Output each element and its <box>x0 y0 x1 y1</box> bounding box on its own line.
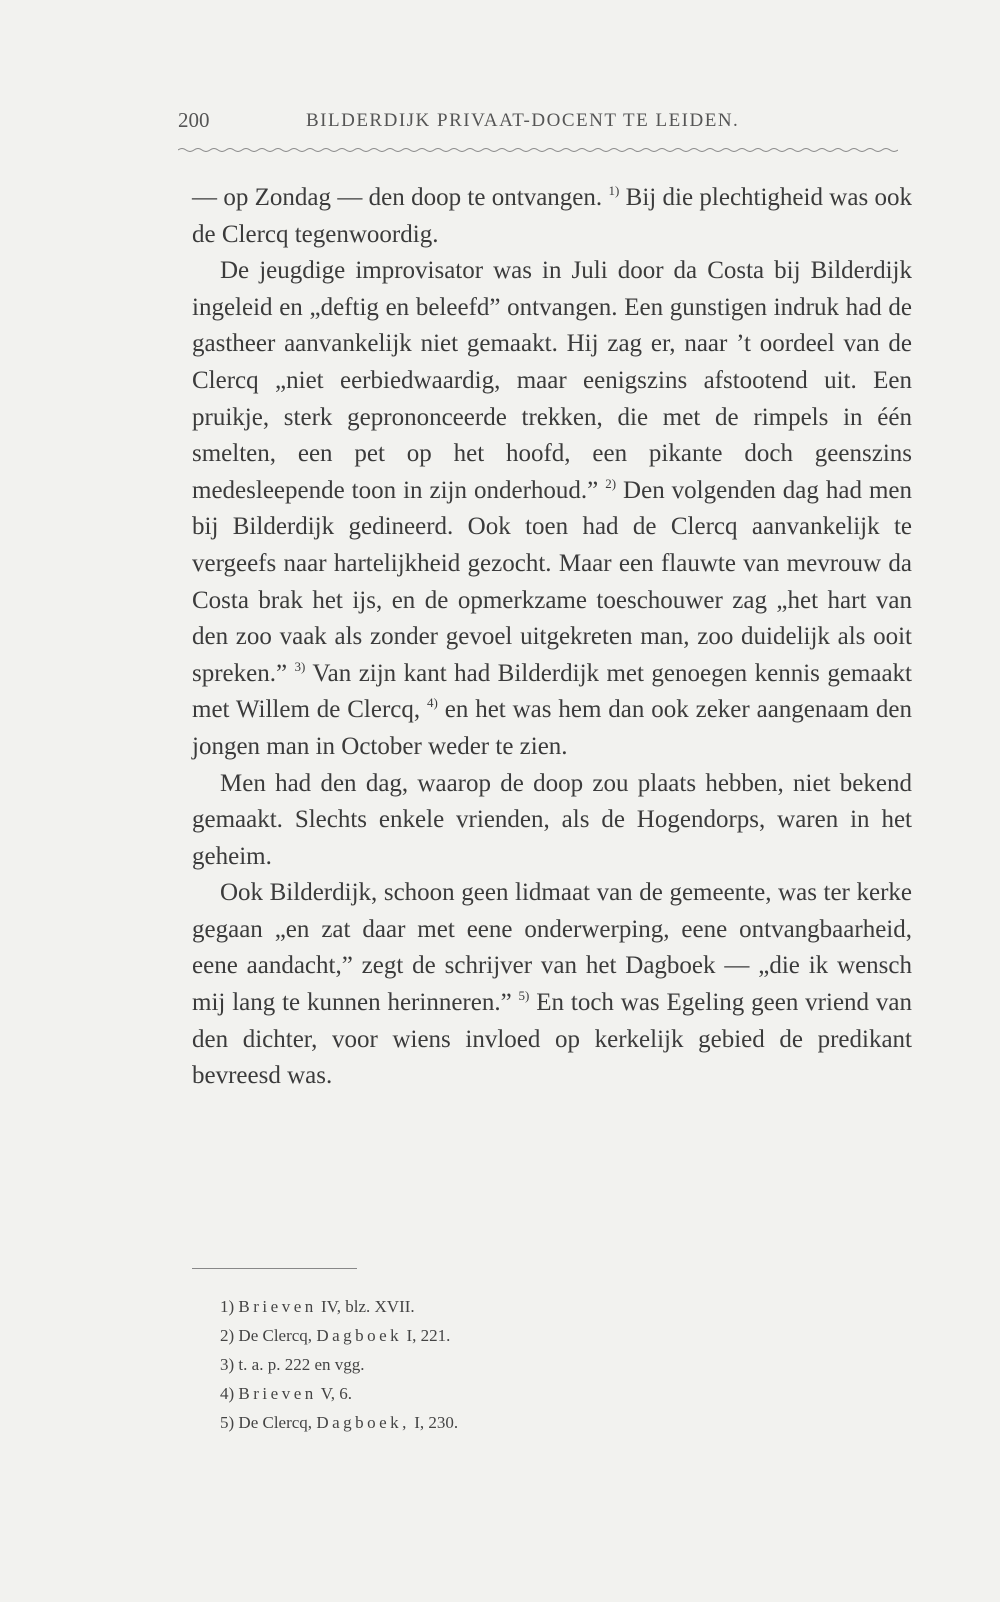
paragraph-2: De jeugdige improvisator was in Juli door da Costa bij Bilderdijk ingeleid en „deftig en beleefd” ontvangen. Een gunstigen indruk had de gastheer aanvankelijk niet gemaakt. Hij zag er, naar ’t oordeel van de Clercq „niet eerbiedwaardig, maar eenigszins afstootend uit. Een pruikje, sterk geprononceerde trekken, die met de rimpels in één smelten, een pet op het hoofd, een pikante doch geenszins medesleepende toon in zijn onderhoud.” $^{2)}$ Den volgenden dag had men bij Bilderdijk gedineerd. Ook toen had de Clercq aanvankelijk te vergeefs naar hartelijkheid gezocht. Maar een flauwte van mevrouw da Costa brak het ijs, en de opmerkzame toeschouwer zag „het hart van den zoo vaak als zonder gevoel uitgekreten man, zoo duidelijk als ooit spreken.” $^{3)}$ Van zijn kant had Bilderdijk met genoegen kennis gemaakt met Willem de Clercq, $^{4)}$ en het was hem dan ook zeker aangenaam den jongen man in October weder te zien. <box>192 257 913 760</box>
page-number: 200 <box>178 108 210 132</box>
footnote-5: 5) De Clercq, Dagboek, I, 230. <box>220 1413 459 1432</box>
paragraph-3: Men had den dag, waarop de doop zou plaats hebben, niet bekend gemaakt. Slechts enkele vrienden, als de Hogendorps, waren in het geheim. <box>192 769 912 870</box>
footnote-ref-4: 4) <box>427 695 438 711</box>
paragraph-1: — op Zondag — den doop te ontvangen. $^{1)}$ Bij die plechtigheid was ook de Clercq tegenwoordig. <box>192 183 912 248</box>
footnote-ref-5: 5) <box>518 988 530 1004</box>
running-title: BILDERDIJK PRIVAAT-DOCENT TE LEIDEN. <box>306 110 740 131</box>
footnote-ref-2: 2) <box>605 475 617 491</box>
footnote-4: 4) Brieven V, 6. <box>220 1384 353 1403</box>
footnote-ref-3: 3) <box>294 658 306 674</box>
footnote-3: 3) t. a. p. 222 en vgg. <box>220 1355 365 1374</box>
header-ornamental-rule <box>178 146 898 154</box>
paragraph-4: Ook Bilderdijk, schoon geen lidmaat van de gemeente, was ter kerke gegaan „en zat daar met eene onderwerping, eene ontvangbaarheid, eene aandacht,” zegt de schrijver van het Dagboek — „die ik wensch mij lang te kunnen herinneren.” $^{5)}$ En toch was Egeling geen vriend van den dichter, voor wiens invloed op kerkelijk gebied de predikant bevreesd was. <box>192 879 913 1090</box>
footnote-divider <box>192 1268 357 1269</box>
footnotes <box>220 1292 820 1437</box>
footnote-ref-1: 1) <box>608 183 620 198</box>
footnote-1: 1) Brieven IV, blz. XVII. <box>220 1297 415 1316</box>
body-text <box>192 180 912 1095</box>
footnote-2: 2) De Clercq, Dagboek I, 221. <box>220 1326 451 1345</box>
